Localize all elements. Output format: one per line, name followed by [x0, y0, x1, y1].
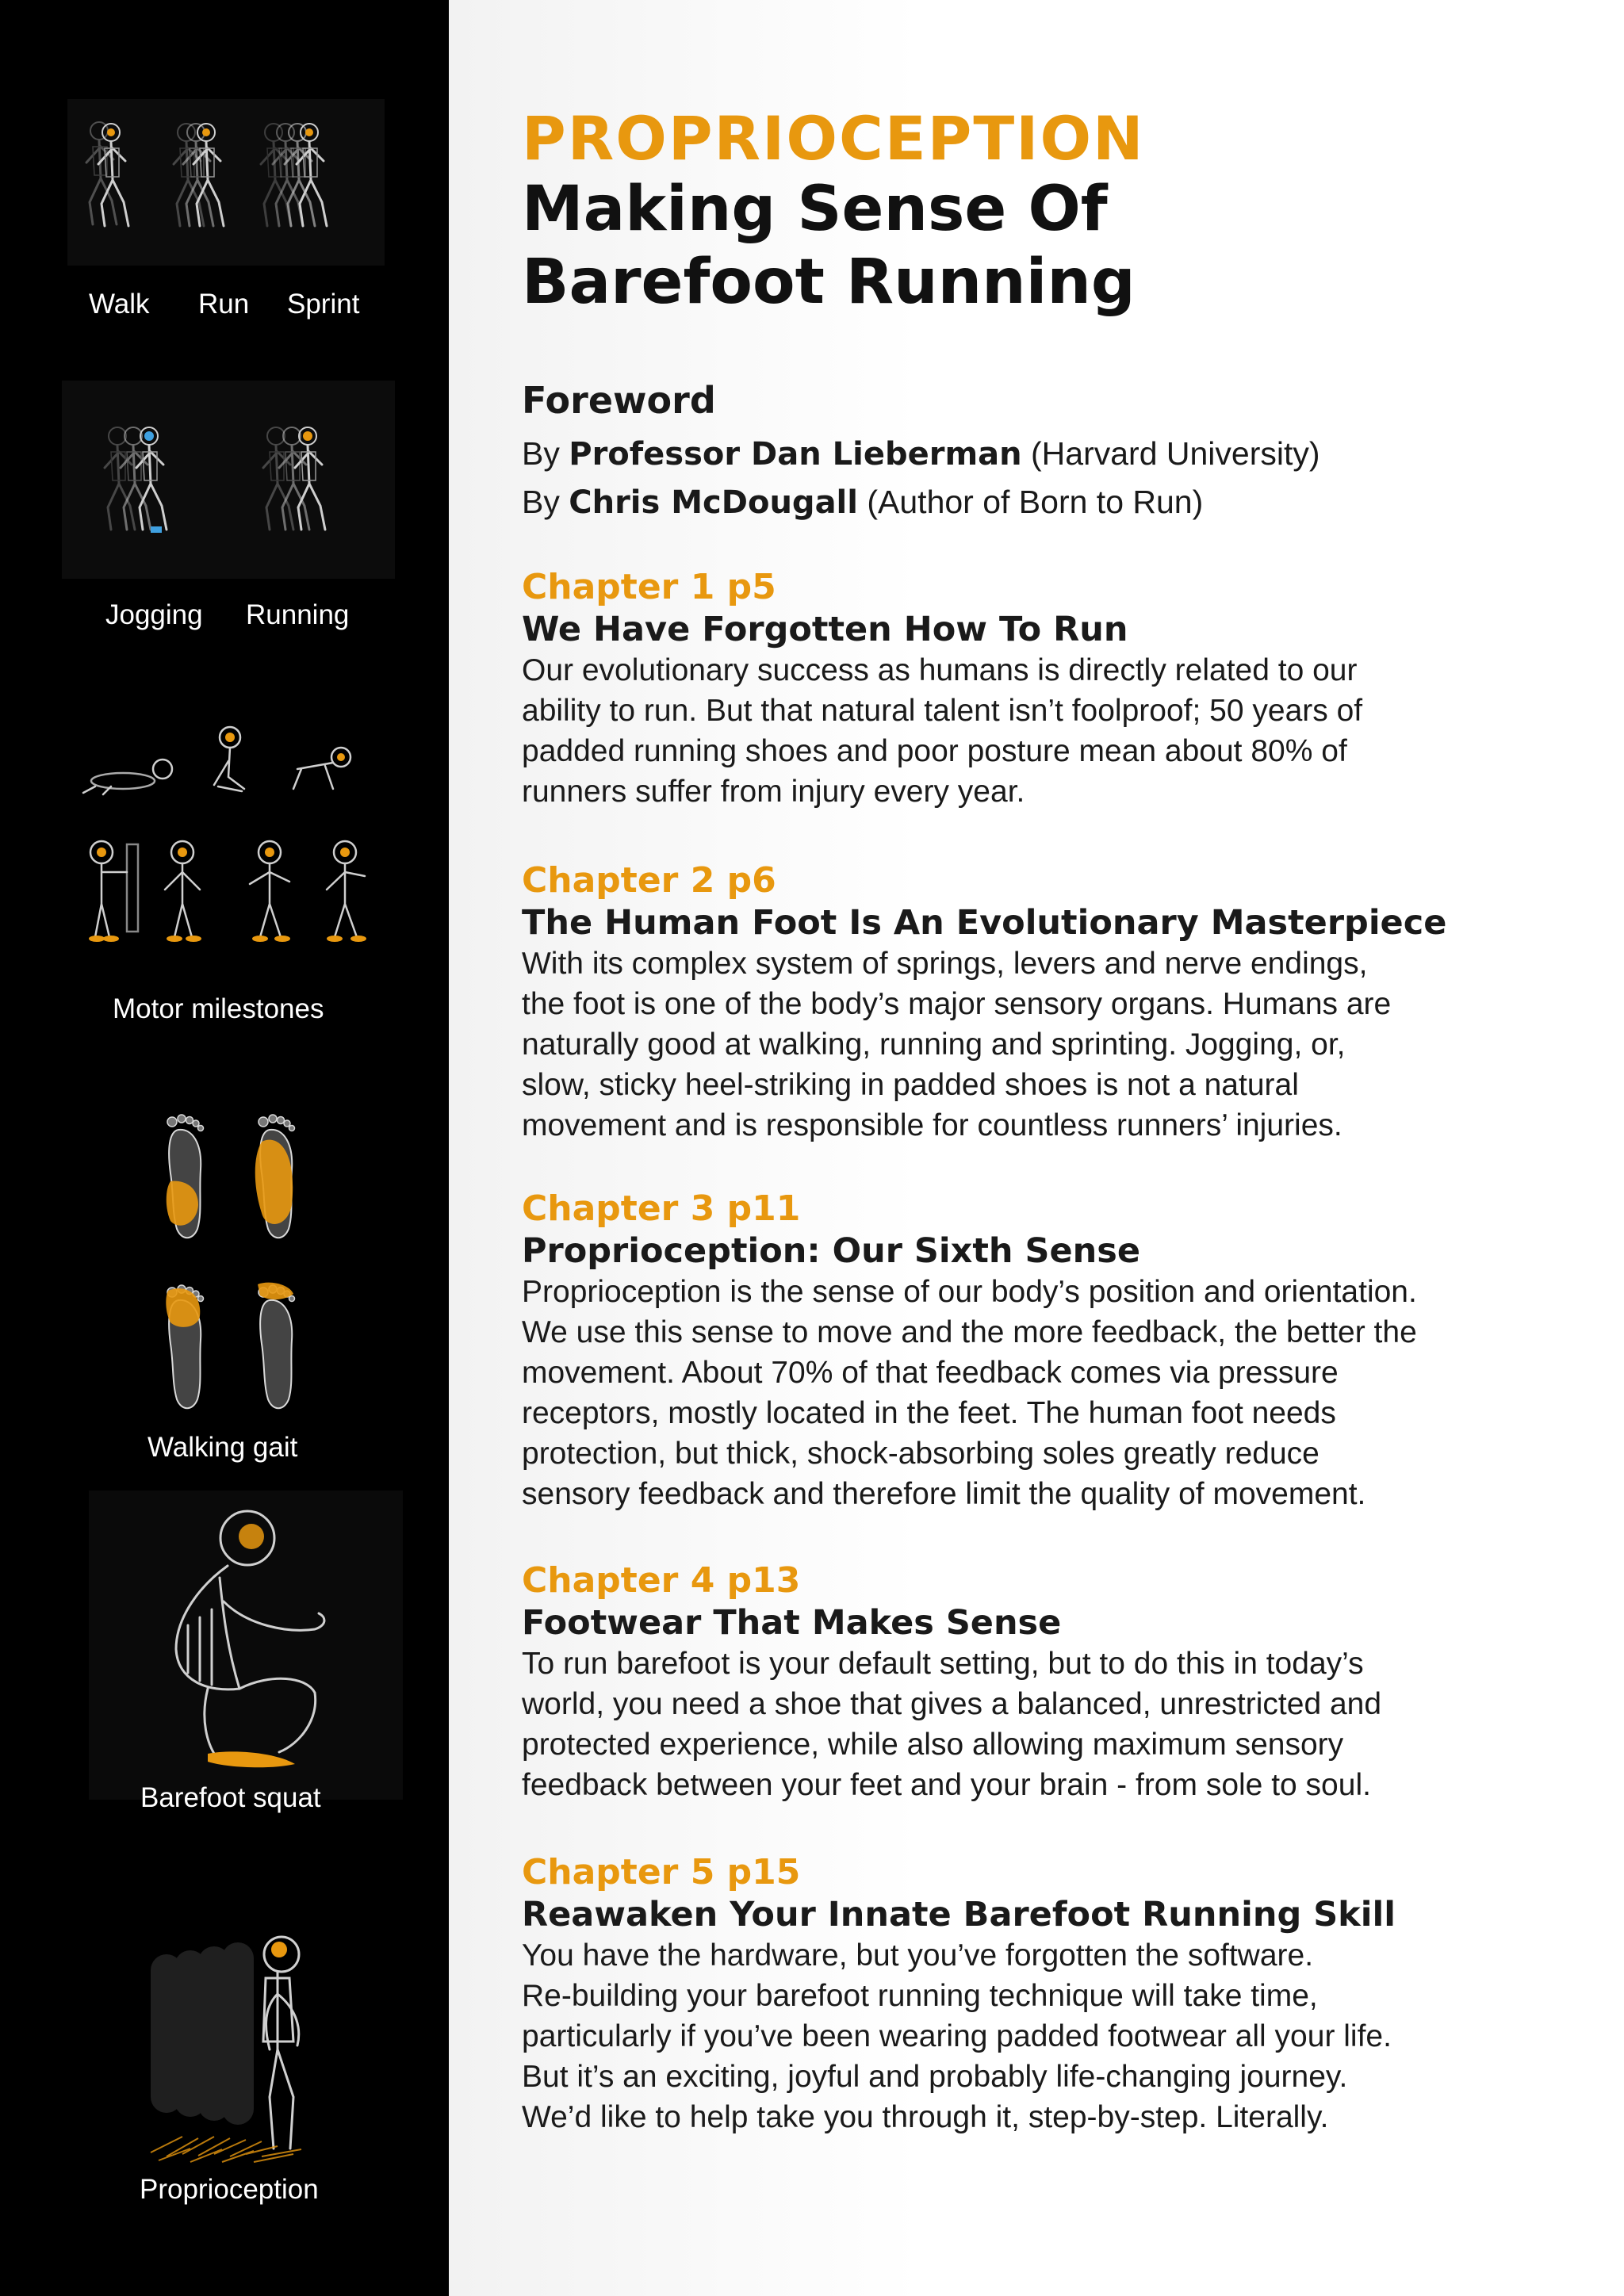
jogging-running-illustration — [62, 381, 395, 579]
page-title — [522, 173, 1553, 319]
chapter-body-line: movement and is responsible for countless runners’ injuries. — [522, 1108, 1342, 1142]
chapter-body-line: protection, but thick, shock-absorbing soles greatly reduce — [522, 1437, 1320, 1471]
foreword-prefix: By — [522, 435, 569, 472]
chapter-body-line: movement. About 70% of that feedback comes via pressure — [522, 1356, 1339, 1390]
chapter-body-line: the foot is one of the body’s major sensory organs. Humans are — [522, 987, 1392, 1021]
chapter-title: We Have Forgotten How To Run — [522, 610, 1128, 649]
accent-title: PROPRIOCEPTION — [522, 103, 1145, 174]
chapter-2 — [522, 859, 1584, 1146]
chapter-body-line: We use this sense to move and the more feedback, the better the — [522, 1315, 1417, 1349]
chapter-title: Footwear That Makes Sense — [522, 1603, 1062, 1643]
chapter-body-line: naturally good at walking, running and sprinting. Jogging, or, — [522, 1027, 1346, 1062]
chapter-body-line: ability to run. But that natural talent isn’t foolproof; 50 years of — [522, 694, 1363, 728]
foreword-heading: Foreword — [522, 379, 716, 422]
chapter-body-line: protected experience, while also allowing maximum sensory — [522, 1728, 1344, 1762]
chapter-title: Proprioception: Our Sixth Sense — [522, 1231, 1141, 1271]
foreword-affiliation: (Harvard University) — [1021, 435, 1320, 472]
running-label: Running — [246, 599, 350, 630]
chapter-body — [522, 1644, 1584, 1805]
foreword-section — [522, 379, 1553, 526]
chapter-body-line: But it’s an exciting, joyful and probably life-changing journey. — [522, 2060, 1348, 2094]
chapter-body-line: Proprioception is the sense of our body’s position and orientation. — [522, 1275, 1417, 1309]
chapter-title: The Human Foot Is An Evolutionary Masterpiece — [522, 903, 1447, 943]
chapter-body-line: To run barefoot is your default setting, but to do this in today’s — [522, 1647, 1364, 1681]
chapter-body-line: You have the hardware, but you’ve forgotten the software. — [522, 1938, 1314, 1973]
run-label: Run — [198, 289, 250, 320]
walk-label: Walk — [89, 289, 150, 320]
chapter-body-line: padded running shoes and poor posture mean about 80% of — [522, 734, 1347, 768]
chapter-number: Chapter 2 p6 — [522, 860, 776, 901]
sprint-label: Sprint — [287, 289, 360, 320]
chapter-body-line: We’d like to help take you through it, step-by-step. Literally. — [522, 2100, 1329, 2134]
foreword-affiliation: (Author of Born to Run) — [857, 484, 1204, 520]
chapter-body — [522, 943, 1584, 1146]
chapter-body-line: receptors, mostly located in the feet. The human foot needs — [522, 1396, 1336, 1430]
chapter-number: Chapter 3 p11 — [522, 1188, 801, 1229]
chapter-body-line: feedback between your feet and your brain - from sole to soul. — [522, 1768, 1371, 1802]
chapter-number: Chapter 1 p5 — [522, 567, 776, 607]
chapter-body — [522, 1935, 1584, 2137]
chapter-body — [522, 1272, 1584, 1514]
chapter-body — [522, 650, 1584, 812]
chapter-body-line: slow, sticky heel-striking in padded shoes is not a natural — [522, 1068, 1299, 1102]
proprioception-label: Proprioception — [140, 2174, 319, 2205]
walking-gait-label: Walking gait — [147, 1432, 298, 1463]
illustration-sidebar — [0, 0, 449, 2296]
foreword-author-line — [522, 430, 1553, 478]
barefoot-squat-label: Barefoot squat — [140, 1782, 321, 1813]
walk-run-sprint-illustration — [67, 99, 385, 266]
barefoot-squat-illustration — [89, 1490, 403, 1800]
jogging-label: Jogging — [105, 599, 203, 630]
chapter-body-line: world, you need a shoe that gives a balanced, unrestricted and — [522, 1687, 1382, 1721]
chapter-5 — [522, 1851, 1584, 2137]
chapter-title: Reawaken Your Innate Barefoot Running Skill — [522, 1895, 1396, 1934]
proprioception-illustration — [135, 1923, 341, 2176]
chapter-number: Chapter 5 p15 — [522, 1852, 801, 1892]
chapter-1 — [522, 566, 1584, 812]
walking-gait-illustration — [135, 1086, 333, 1419]
chapter-body-line: With its complex system of springs, levers and nerve endings, — [522, 947, 1368, 981]
chapter-3 — [522, 1188, 1584, 1514]
chapter-body-line: particularly if you’ve been wearing padded footwear all your life. — [522, 2019, 1392, 2053]
title-line-2: Barefoot Running — [522, 247, 1136, 318]
foreword-prefix: By — [522, 484, 569, 520]
motor-milestones-label: Motor milestones — [113, 993, 324, 1024]
chapter-body-line: Re-building your barefoot running technique will take time, — [522, 1979, 1318, 2013]
foreword-author-name: Professor Dan Lieberman — [569, 436, 1022, 473]
foreword-author-name: Chris McDougall — [569, 484, 858, 521]
foreword-author-line — [522, 478, 1553, 526]
title-line-1: Making Sense Of — [522, 174, 1108, 245]
chapter-number: Chapter 4 p13 — [522, 1560, 801, 1601]
chapter-4 — [522, 1559, 1584, 1805]
motor-milestones-illustration — [79, 714, 381, 967]
chapter-body-line: runners suffer from injury every year. — [522, 775, 1025, 809]
chapter-body-line: sensory feedback and therefore limit the quality of movement. — [522, 1477, 1366, 1511]
chapter-body-line: Our evolutionary success as humans is directly related to our — [522, 653, 1358, 687]
